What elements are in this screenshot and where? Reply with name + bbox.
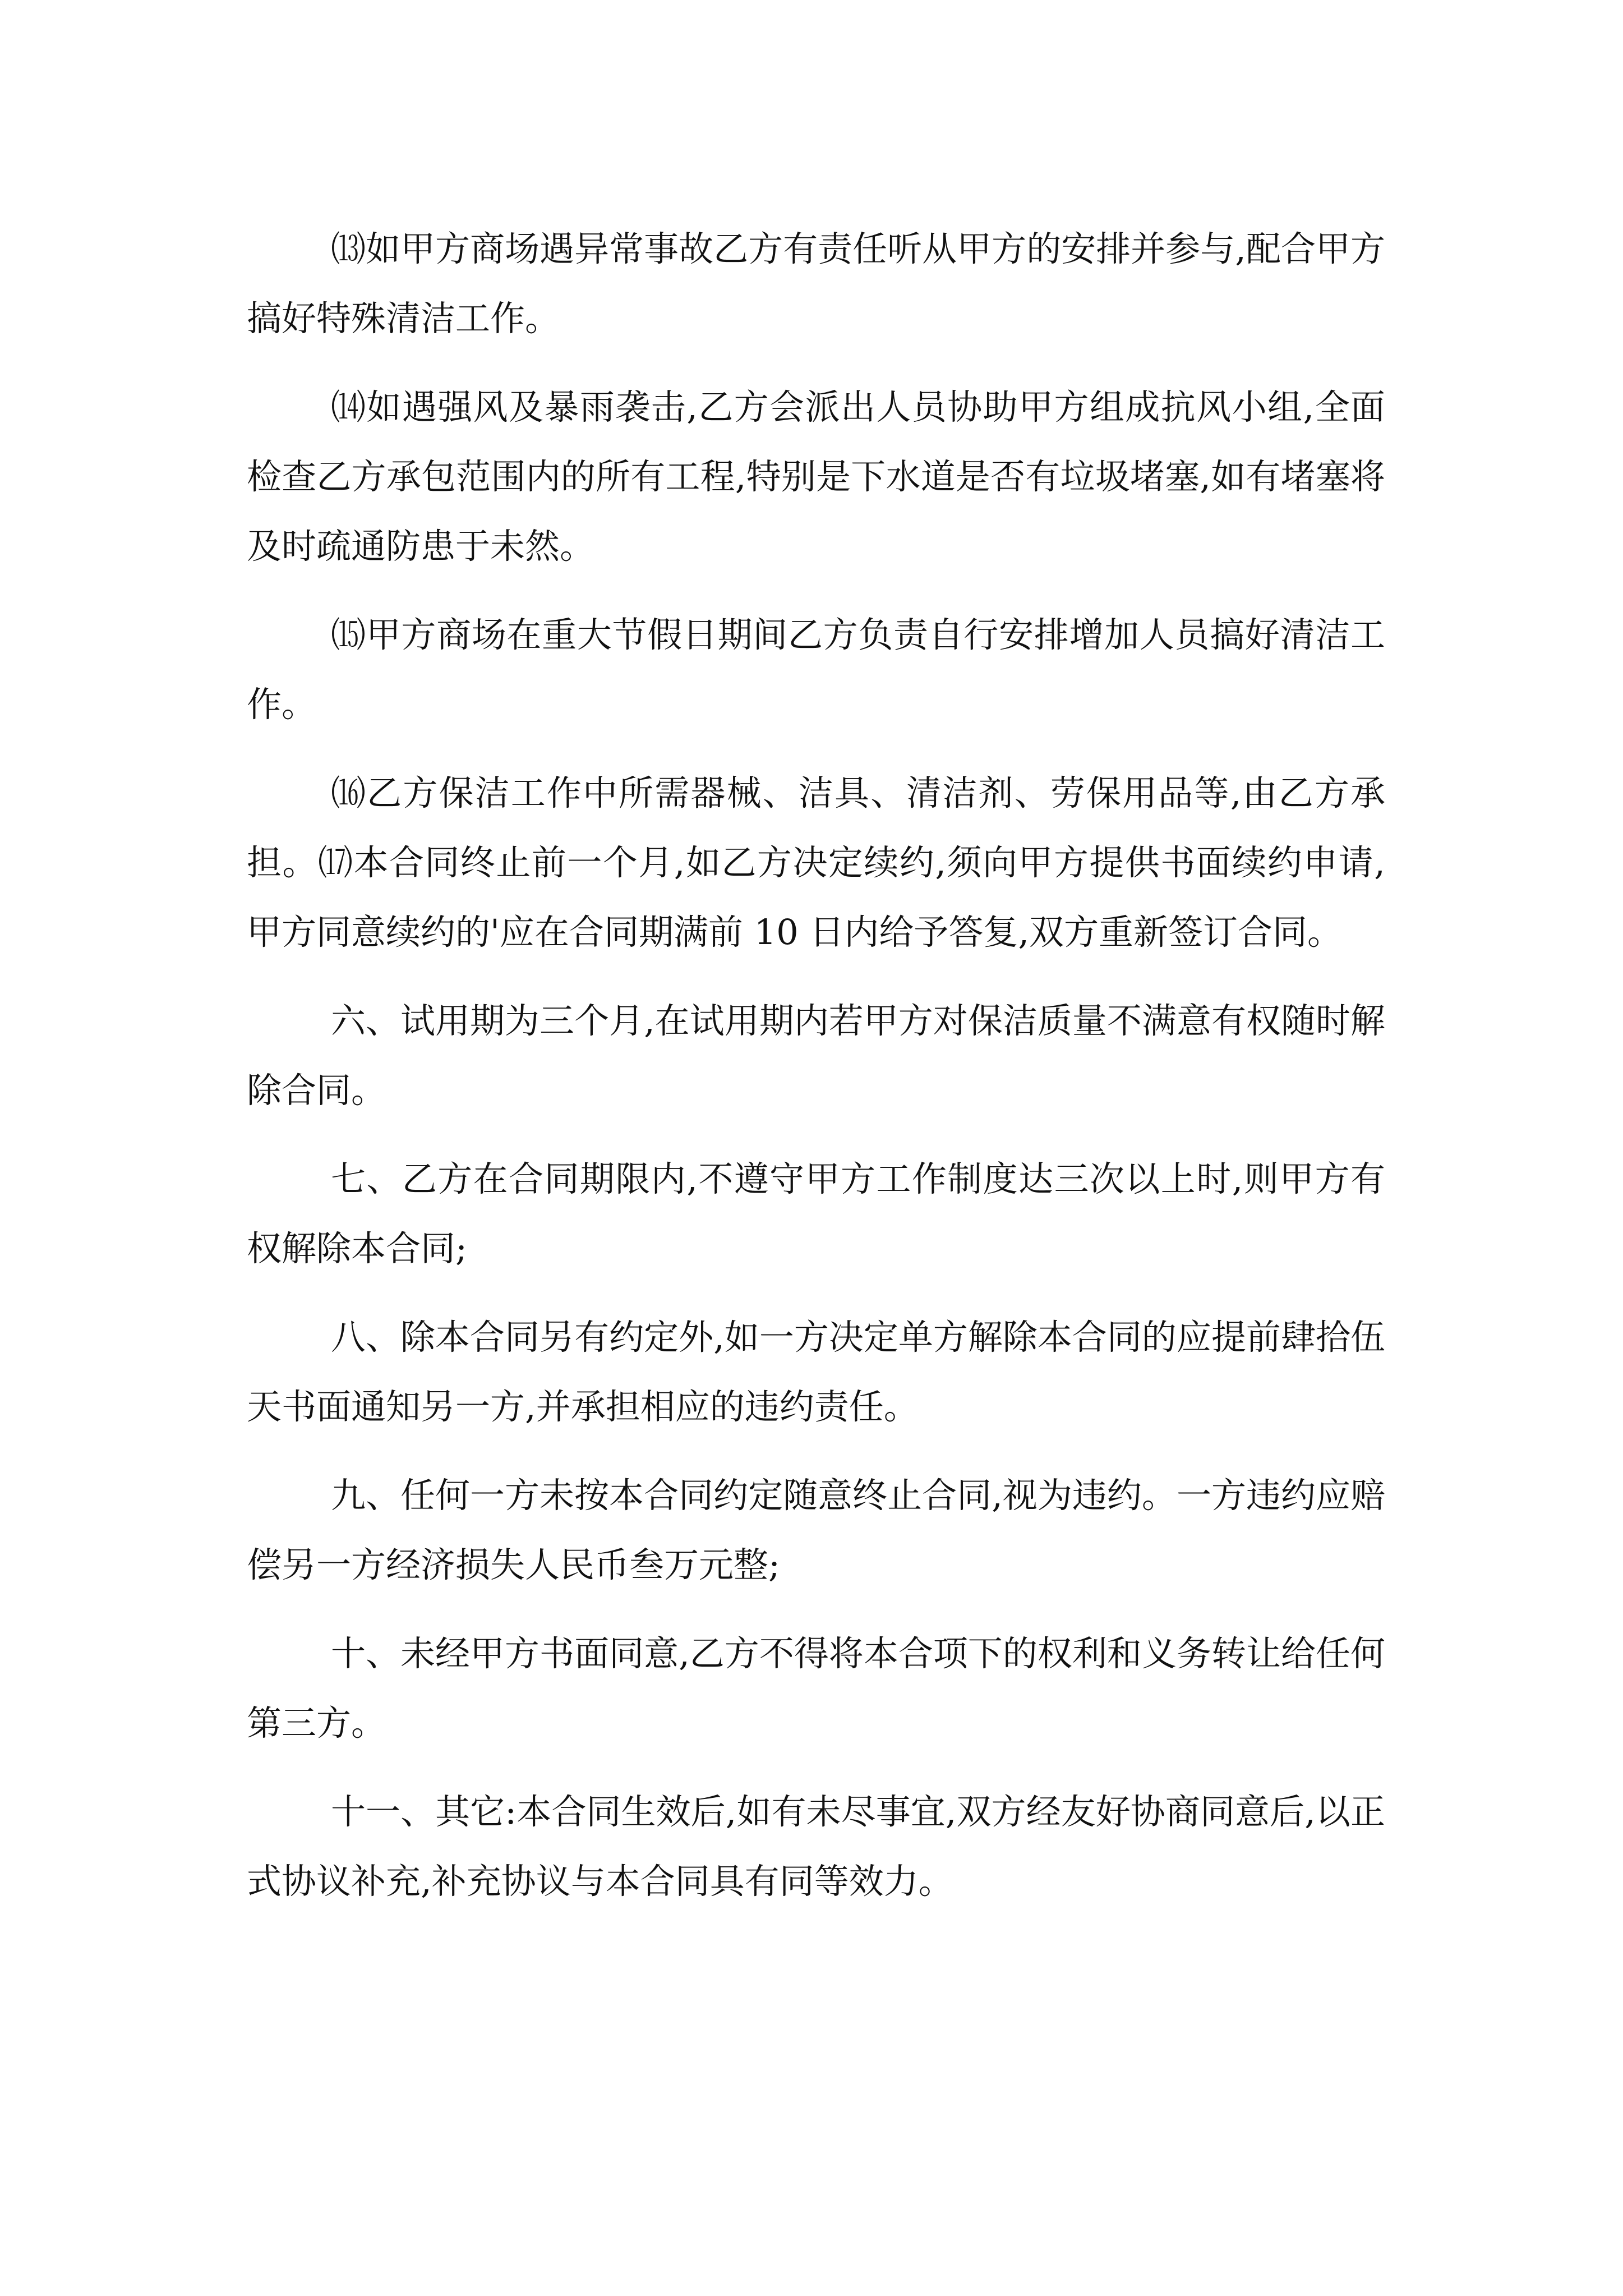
paragraph-section-6: 六、试用期为三个月,在试用期内若甲方对保洁质量不满意有权随时解除合同。 <box>247 1000 1385 1111</box>
paragraph-clause-14: ⒁如遇强风及暴雨袭击,乙方会派出人员协助甲方组成抗风小组,全面检查乙方承包范围内的所有工程,特别是下水道是否有垃圾堵塞,如有堵塞将及时疏通防患于未然。 <box>247 386 1385 567</box>
paragraph-section-9: 九、任何一方未按本合同约定随意终止合同,视为违约。一方违约应赔偿另一方经济损失人民币叁万元整; <box>247 1475 1385 1585</box>
document-body <box>247 214 1385 1935</box>
paragraph-clause-15: ⒂甲方商场在重大节假日期间乙方负责自行安排增加人员搞好清洁工作。 <box>247 614 1385 725</box>
paragraph-section-8: 八、除本合同另有约定外,如一方决定单方解除本合同的应提前肆拾伍天书面通知另一方,并承担相应的违约责任。 <box>247 1317 1385 1427</box>
paragraph-section-7: 七、乙方在合同期限内,不遵守甲方工作制度达三次以上时,则甲方有权解除本合同; <box>247 1158 1385 1269</box>
paragraph-section-11: 十一、其它:本合同生效后,如有未尽事宜,双方经友好协商同意后,以正式协议补充,补充协议与本合同具有同等效力。 <box>247 1791 1385 1902</box>
paragraph-section-10: 十、未经甲方书面同意,乙方不得将本合项下的权利和义务转让给任何第三方。 <box>247 1633 1385 1743</box>
paragraph-clause-16-17: ⒃乙方保洁工作中所需器械、洁具、清洁剂、劳保用品等,由乙方承担。⒄本合同终止前一个月,如乙方决定续约,须向甲方提供书面续约申请,甲方同意续约的'应在合同期满前 10 日内给予答复,双方重新签订合同。 <box>247 772 1385 953</box>
paragraph-clause-13: ⒀如甲方商场遇异常事故乙方有责任听从甲方的安排并参与,配合甲方搞好特殊清洁工作。 <box>247 228 1385 339</box>
